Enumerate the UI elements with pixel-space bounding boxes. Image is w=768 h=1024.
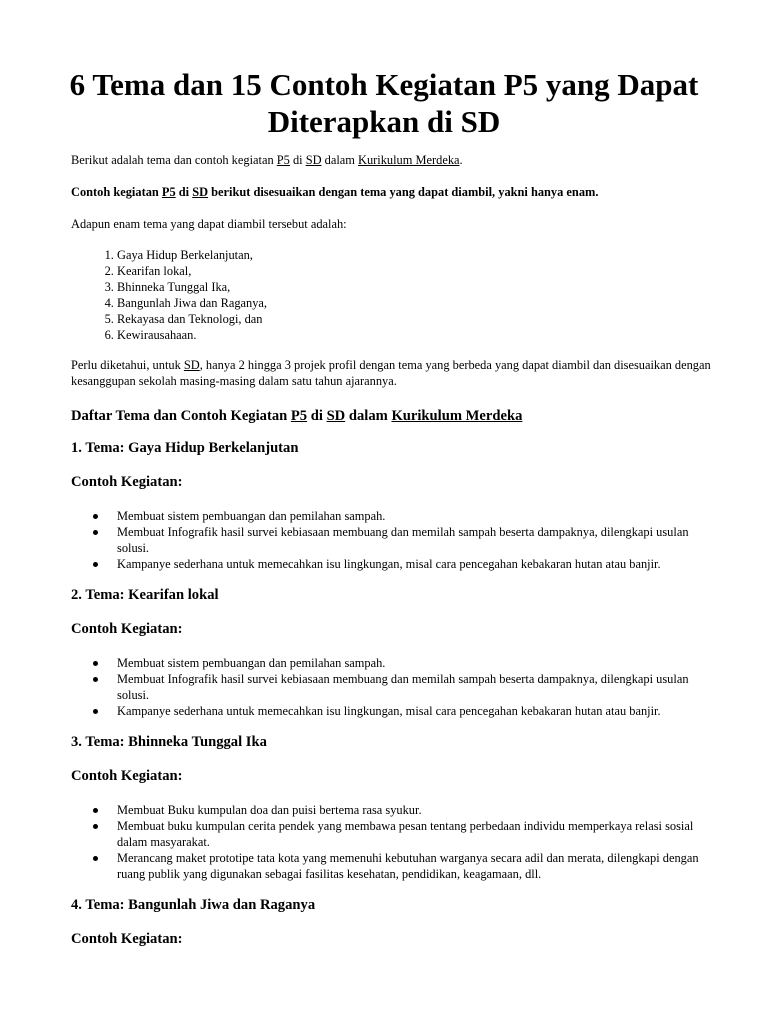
theme-heading: 2. Tema: Kearifan lokal xyxy=(71,587,219,603)
link-p5[interactable]: P5 xyxy=(290,408,308,424)
activity-list xyxy=(71,802,721,882)
theme-heading: 3. Tema: Bhinneka Tunggal Ika xyxy=(71,734,267,750)
theme-list xyxy=(71,247,721,343)
list-item: 6. Kewirausahaan. xyxy=(117,327,721,343)
list-item: 5. Rekayasa dan Teknologi, dan xyxy=(117,311,721,327)
lead-paragraph: Adapun enam tema yang dapat diambil tersebut adalah: xyxy=(71,217,347,231)
list-item: 1. Gaya Hidup Berkelanjutan, xyxy=(117,247,721,263)
intro-text: di xyxy=(289,153,306,167)
list-item: 2. Kearifan lokal, xyxy=(117,263,721,279)
activities-label: Contoh Kegiatan: xyxy=(71,621,183,637)
list-item: Membuat Buku kumpulan doa dan puisi bertema rasa syukur. xyxy=(117,802,721,818)
note-text: , hanya 2 hingga 3 projek profil dengan tema yang berbeda yang dapat diambil dan disesuaikan dengan kesanggupan sekolah masing-masing dalam satu tahun ajarannya. xyxy=(71,358,711,388)
activities-label: Contoh Kegiatan: xyxy=(71,768,183,784)
bold-text: berikut disesuaikan dengan tema yang dapat diambil, yakni hanya enam. xyxy=(208,185,599,199)
intro-text: dalam xyxy=(321,153,359,167)
list-item: Membuat buku kumpulan cerita pendek yang membawa pesan tentang perbedaan individu memperkaya relasi sosial dalam masyarakat. xyxy=(117,818,721,850)
section-heading xyxy=(71,407,721,425)
link-kurikulum-merdeka[interactable]: Kurikulum Merdeka xyxy=(358,153,460,167)
link-p5[interactable]: P5 xyxy=(161,185,176,199)
activities-label: Contoh Kegiatan: xyxy=(71,474,183,490)
list-item: Kampanye sederhana untuk memecahkan isu lingkungan, misal cara pencegahan kebakaran hutan atau banjir. xyxy=(117,703,721,719)
intro-paragraph xyxy=(71,152,721,168)
heading-text: dalam xyxy=(345,408,392,424)
link-sd[interactable]: SD xyxy=(192,185,209,199)
article-body xyxy=(71,152,721,965)
link-kurikulum-merdeka[interactable]: Kurikulum Merdeka xyxy=(391,408,523,424)
note-text: Perlu diketahui, untuk xyxy=(71,358,184,372)
heading-text: di xyxy=(307,408,327,424)
heading-text: Daftar Tema dan Contoh Kegiatan xyxy=(71,408,291,424)
list-item: Merancang maket prototipe tata kota yang memenuhi kebutuhan warganya secara adil dan merata, dilengkapi dengan ruang publik yang digunakan sebagai fasilitas kesehatan, pendidikan, keagamaan, dll. xyxy=(117,850,721,882)
intro-text: . xyxy=(459,153,463,167)
activity-list xyxy=(71,655,721,719)
note-paragraph xyxy=(71,357,721,389)
list-item: Membuat sistem pembuangan dan pemilahan sampah. xyxy=(117,655,721,671)
link-sd[interactable]: SD xyxy=(183,358,200,372)
bold-statement xyxy=(71,184,721,200)
page-title: 6 Tema dan 15 Contoh Kegiatan P5 yang Dapat Diterapkan di SD xyxy=(69,67,699,139)
theme-heading: 4. Tema: Bangunlah Jiwa dan Raganya xyxy=(71,897,316,913)
list-item: 4. Bangunlah Jiwa dan Raganya, xyxy=(117,295,721,311)
list-item: Kampanye sederhana untuk memecahkan isu lingkungan, misal cara pencegahan kebakaran hutan atau banjir. xyxy=(117,556,721,572)
activity-list xyxy=(71,508,721,572)
bold-text: di xyxy=(175,185,193,199)
link-sd[interactable]: SD xyxy=(305,153,322,167)
link-p5[interactable]: P5 xyxy=(276,153,290,167)
list-item: Membuat Infografik hasil survei kebiasaan membuang dan memilah sampah beserta dampaknya, dilengkapi usulan solusi. xyxy=(117,671,721,703)
bold-text: Contoh kegiatan xyxy=(71,185,162,199)
list-item: Membuat sistem pembuangan dan pemilahan sampah. xyxy=(117,508,721,524)
activities-label: Contoh Kegiatan: xyxy=(71,931,183,947)
list-item: 3. Bhinneka Tunggal Ika, xyxy=(117,279,721,295)
intro-text: Berikut adalah tema dan contoh kegiatan xyxy=(71,153,277,167)
list-item: Membuat Infografik hasil survei kebiasaan membuang dan memilah sampah beserta dampaknya, dilengkapi usulan solusi. xyxy=(117,524,721,556)
link-sd[interactable]: SD xyxy=(326,408,346,424)
theme-heading: 1. Tema: Gaya Hidup Berkelanjutan xyxy=(71,440,299,456)
